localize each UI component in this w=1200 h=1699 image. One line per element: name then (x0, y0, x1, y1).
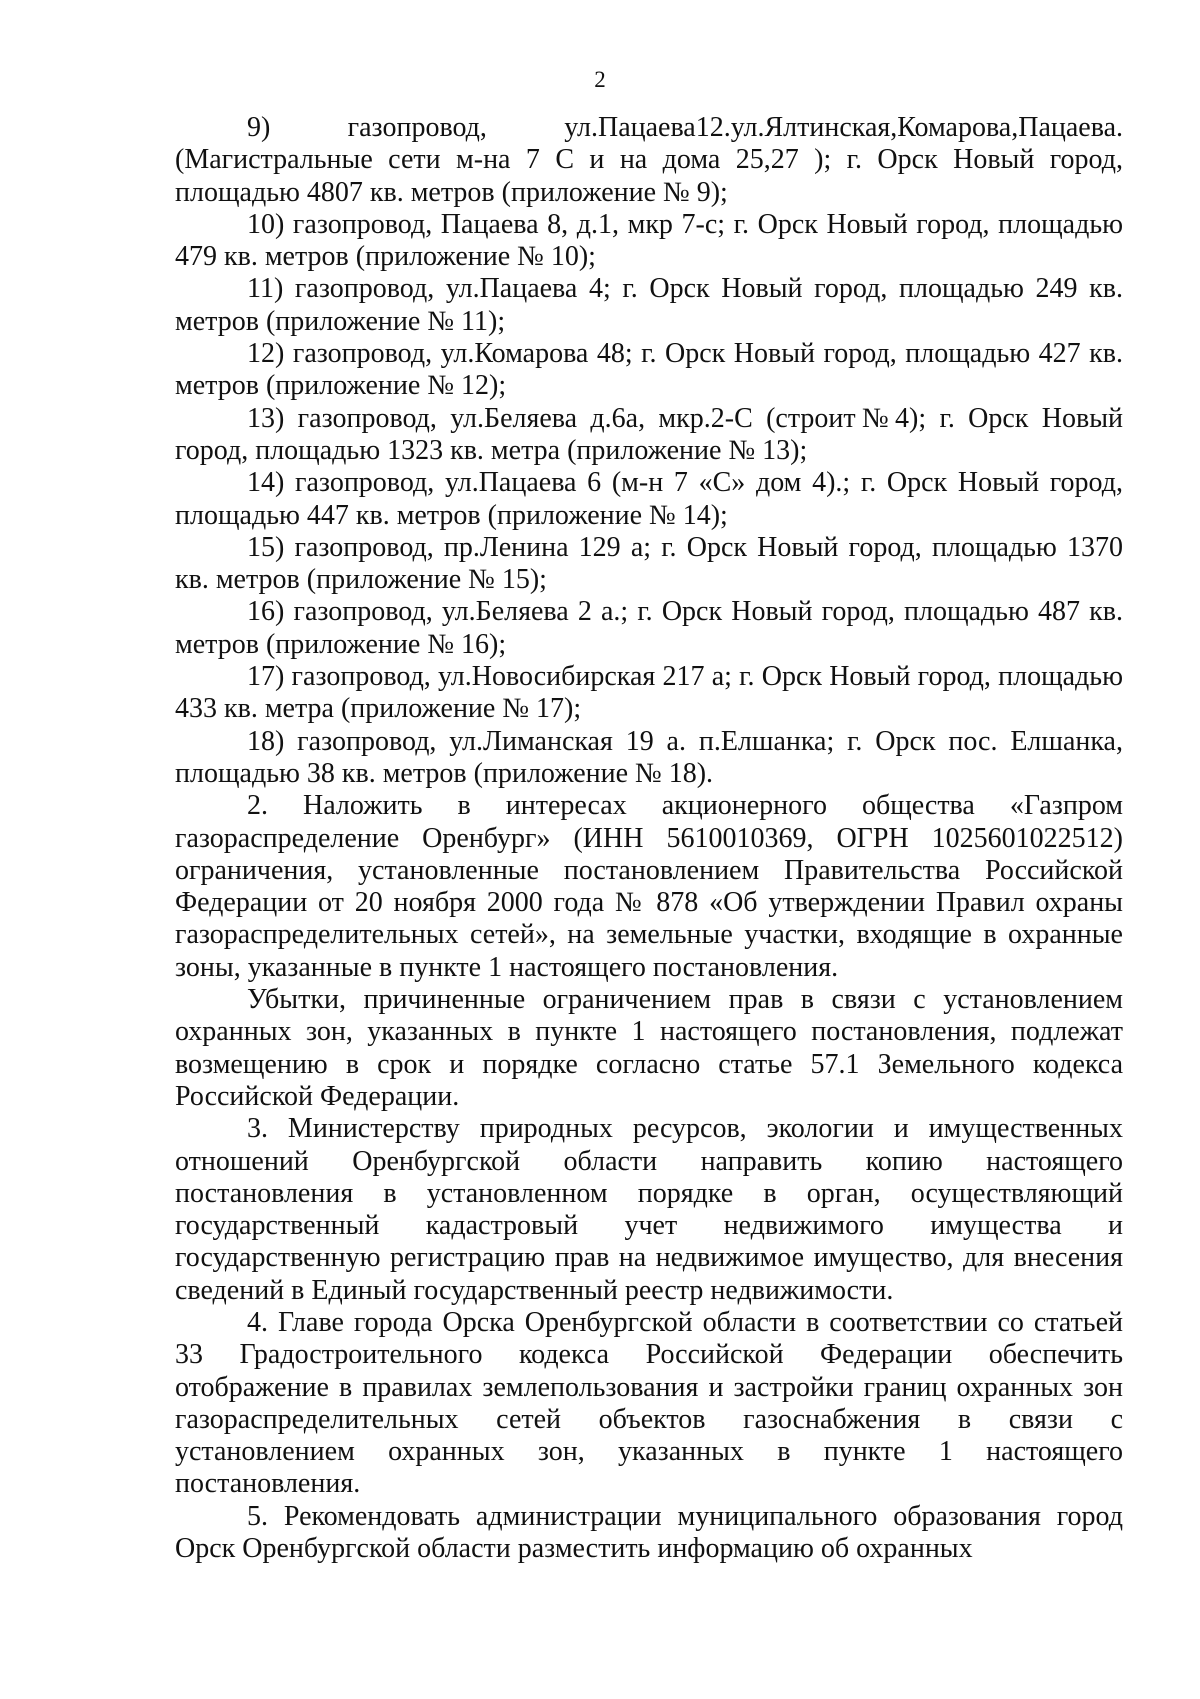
paragraph-section-3: 3. Министерству природных ресурсов, экологии и имущественных отношений Оренбургской области направить копию настоящего постановления в установленном порядке в орган, осуществляющий государственный кадастровый учет недвижимого имущества и государственную регистрацию прав на недвижимое имущество, для внесения сведений в Единый государственный реестр недвижимости. (175, 1113, 1123, 1306)
page-number: 2 (594, 67, 606, 92)
paragraph-item-18: 18) газопровод, ул.Лиманская 19 а. п.Елшанка; г. Орск пос. Елшанка, площадью 38 кв. метров (приложение № 18). (175, 725, 1123, 789)
paragraph-section-5: 5. Рекомендовать администрации муниципального образования город Орск Оренбургской области разместить информацию об охранных (175, 1500, 1123, 1565)
paragraph-item-15: 15) газопровод, пр.Ленина 129 а; г. Орск Новый город, площадью 1370 кв. метров (приложение № 15); (175, 531, 1123, 596)
paragraph-item-16: 16) газопровод, ул.Беляева 2 а.; г. Орск Новый город, площадью 487 кв. метров (приложение № 16); (175, 596, 1123, 660)
paragraph-item-10: 10) газопровод, Пацаева 8, д.1, мкр 7-с; г. Орск Новый город, площадью 479 кв. метров (приложение № 10); (175, 208, 1123, 273)
document-body (175, 112, 1123, 1565)
paragraph-section-2: 2. Наложить в интересах акционерного общества «Газпром газораспределение Оренбург» (ИНН 5610010369, ОГРН 1025601022512) ограничения, установленные постановлением Правительства Российской Федерации от 20 ноября 2000 года № 878 «Об утверждении Правил охраны газораспределительных сетей», на земельные участки, входящие в охранные зоны, указанные в пункте 1 настоящего постановления. (175, 790, 1123, 983)
paragraph-item-12: 12) газопровод, ул.Комарова 48; г. Орск Новый город, площадью 427 кв. метров (приложение № 12); (175, 338, 1123, 402)
paragraph-item-14: 14) газопровод, ул.Пацаева 6 (м-н 7 «С» дом 4).; г. Орск Новый город, площадью 447 кв. метров (приложение № 14); (175, 467, 1123, 531)
paragraph-losses: Убытки, причиненные ограничением прав в связи с установлением охранных зон, указанных в пункте 1 настоящего постановления, подлежат возмещению в срок и порядке согласно статье 57.1 Земельного кодекса Российской Федерации. (175, 984, 1123, 1112)
paragraph-section-4: 4. Главе города Орска Оренбургской области в соответствии со статьей 33 Градостроительного кодекса Российской Федерации обеспечить отображение в правилах землепользования и застройки границ охранных зон газораспределительных сетей объектов газоснабжения в связи с установлением охранных зон, указанных в пункте 1 настоящего постановления. (175, 1306, 1123, 1500)
paragraph-item-9: 9) газопровод, ул.Пацаева12.ул.Ялтинская,Комарова,Пацаева.(Магистральные сети м-на 7 С и на дома 25,27 ); г. Орск Новый город, площадью 4807 кв. метров (приложение № 9); (175, 112, 1123, 208)
paragraph-item-17: 17) газопровод, ул.Новосибирская 217 а; г. Орск Новый город, площадью 433 кв. метра (приложение № 17); (175, 661, 1123, 725)
paragraph-item-13: 13) газопровод, ул.Беляева д.6а, мкр.2-С (строит№4); г. Орск Новый город, площадью 1323 кв. метра (приложение № 13); (175, 402, 1123, 466)
paragraph-item-11: 11) газопровод, ул.Пацаева 4; г. Орск Новый город, площадью 249 кв. метров (приложение № 11); (175, 273, 1123, 337)
